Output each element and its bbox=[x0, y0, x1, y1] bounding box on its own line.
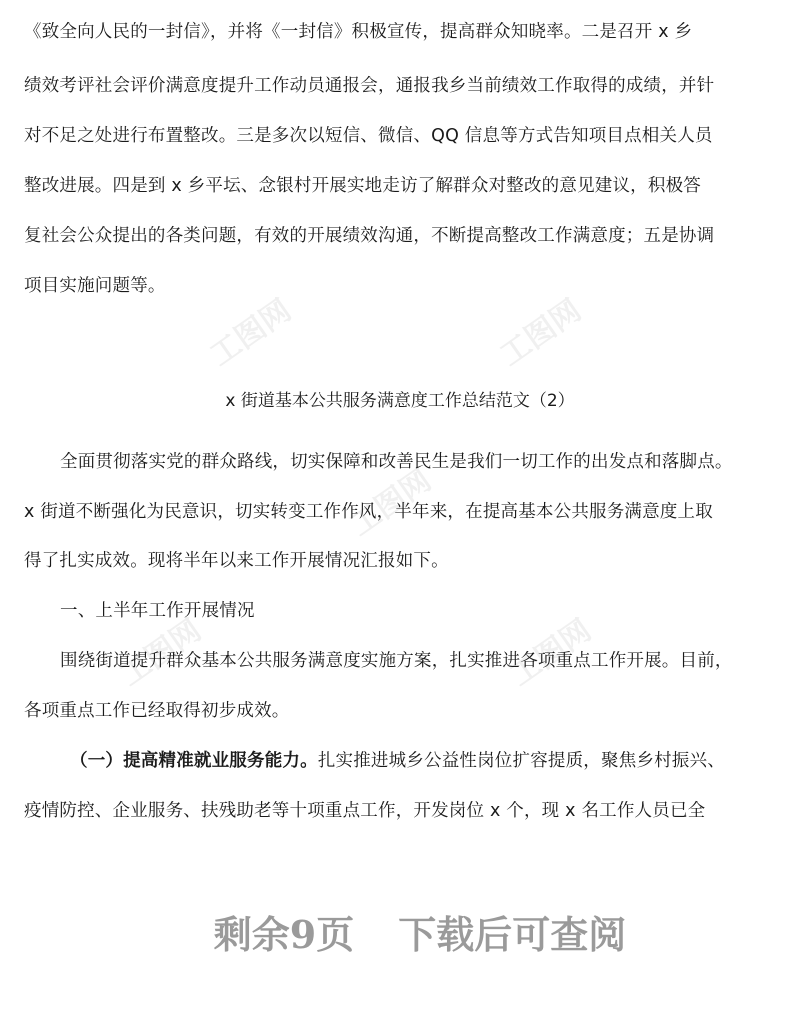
paragraph-line: 项目实施问题等。 bbox=[24, 276, 166, 296]
paragraph-line: 疫情防控、企业服务、扶残助老等十项重点工作，开发岗位 x 个，现 x 名工作人员已全 bbox=[24, 801, 706, 821]
paragraph-line: 得了扎实成效。现将半年以来工作开展情况汇报如下。 bbox=[24, 551, 449, 571]
section-title: x 街道基本公共服务满意度工作总结范文（2） bbox=[225, 391, 575, 411]
bold-lead: （一）提高精准就业服务能力。 bbox=[70, 751, 318, 771]
watermark: 工图网 bbox=[113, 612, 208, 694]
watermark: 工图网 bbox=[503, 612, 598, 694]
watermark: 工图网 bbox=[343, 462, 438, 544]
paragraph-line: 全面贯彻落实党的群众路线，切实保障和改善民生是我们一切工作的出发点和落脚点。 bbox=[60, 452, 733, 472]
paragraph-line: 复社会公众提出的各类问题，有效的开展绩效沟通，不断提高整改工作满意度；五是协调 bbox=[24, 226, 715, 246]
watermark: 工图网 bbox=[493, 292, 588, 374]
paragraph-line: 围绕街道提升群众基本公共服务满意度实施方案，扎实推进各项重点工作开展。目前， bbox=[60, 651, 733, 671]
paragraph-line: x 街道不断强化为民意识，切实转变工作作风，半年来，在提高基本公共服务满意度上取 bbox=[24, 502, 713, 522]
paragraph-line bbox=[70, 749, 725, 773]
download-banner[interactable] bbox=[0, 910, 800, 960]
remaining-pages-text: 剩余9页 bbox=[213, 912, 355, 957]
paragraph-line: 对不足之处进行布置整改。三是多次以短信、微信、QQ 信息等方式告知项目点相关人员 bbox=[24, 126, 713, 146]
paragraph-line: 《致全向人民的一封信》，并将《一封信》积极宣传，提高群众知晓率。二是召开 x 乡 bbox=[24, 22, 693, 42]
paragraph-line: 各项重点工作已经取得初步成效。 bbox=[24, 701, 290, 721]
watermark: 工图网 bbox=[203, 292, 298, 374]
paragraph-line: 绩效考评社会评价满意度提升工作动员通报会，通报我乡当前绩效工作取得的成绩，并针 bbox=[24, 76, 715, 96]
paragraph-text: 扎实推进城乡公益性岗位扩容提质，聚焦乡村振兴、 bbox=[317, 751, 725, 771]
paragraph-line: 整改进展。四是到 x 乡平坛、念银村开展实地走访了解群众对整改的意见建议，积极答 bbox=[24, 176, 701, 196]
download-prompt-text: 下载后可查阅 bbox=[398, 912, 627, 957]
section-heading: 一、上半年工作开展情况 bbox=[60, 601, 255, 621]
